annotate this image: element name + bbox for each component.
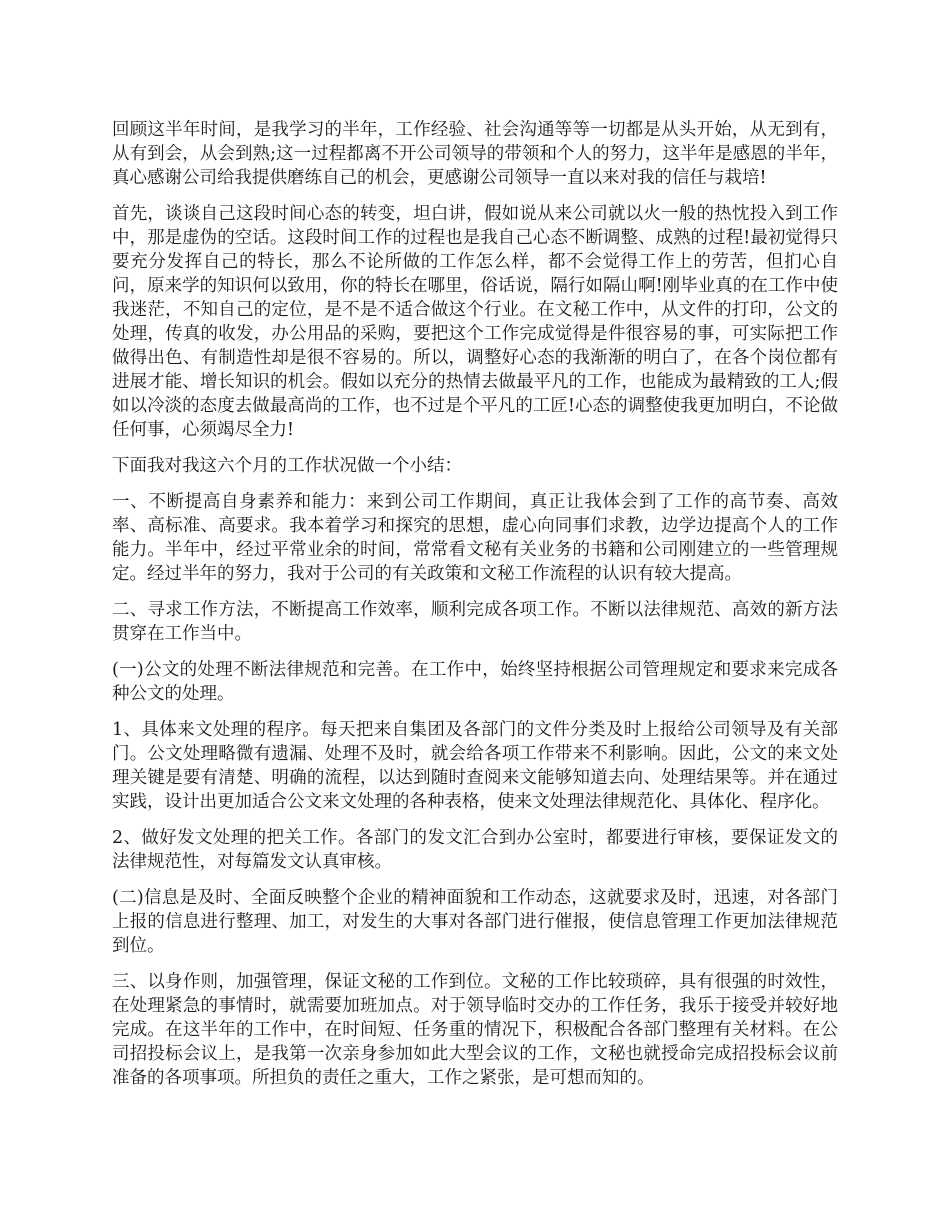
paragraph-summary-lead: 下面我对我这六个月的工作状况做一个小结： [112, 456, 462, 476]
paragraph-section-3: 三、以身作则，加强管理，保证文秘的工作到位。文秘的工作比较琐碎，具有很强的时效性，在处理紧急的事情时，就需要加班加点。对于领导临时交办的工作任务，我乐于接受并较好地完成。在这半年的工作中，在时间短、任务重的情况下，积极配合各部门整理有关材料。在公司招投标会议上，是我第一次亲身参加如此大型会议的工作，文秘也就授命完成招投标会议前准备的各项事项。所担负的责任之重大，工作之紧张，是可想而知的。 [112, 972, 838, 1088]
paragraph-subsection-2: (二)信息是及时、全面反映整个企业的精神面貌和工作动态，这就要求及时，迅速，对各部门上报的信息进行整理、加工，对发生的大事对各部门进行催报，使信息管理工作更加法律规范到位。 [112, 888, 838, 956]
paragraph-item-1: 1、具体来文处理的程序。每天把来自集团及各部门的文件分类及时上报给公司领导及有关部门。公文处理略微有遗漏、处理不及时，就会给各项工作带来不利影响。因此，公文的来文处理关键是要有清楚、明确的流程，以达到随时查阅来文能够知道去向、处理结果等。并在通过实践，设计出更加适合公文来文处理的各种表格，使来文处理法律规范化、具体化、程序化。 [112, 720, 838, 812]
paragraph-mindset: 首先，谈谈自己这段时间心态的转变，坦白讲，假如说从来公司就以火一般的热忱投入到工作中，那是虚伪的空话。这段时间工作的过程也是我自己心态不断调整、成熟的过程!最初觉得只要充分发挥自己的特长，那么不论所做的工作怎么样，都不会觉得工作上的劳苦，但扪心自问，原来学的知识何以致用，你的特长在哪里，俗话说，隔行如隔山啊!刚毕业真的在工作中使我迷茫，不知自己的定位，是不是不适合做这个行业。在文秘工作中，从文件的打印，公文的处理，传真的收发，办公用品的采购，要把这个工作完成觉得是件很容易的事，可实际把工作做得出色、有制造性却是很不容易的。所以，调整好心态的我渐渐的明白了，在各个岗位都有进展才能、增长知识的机会。假如以充分的热情去做最平凡的工作，也能成为最精致的工人;假如以冷淡的态度去做最高尚的工作，也不过是个平凡的工匠!心态的调整使我更加明白，不论做任何事，心须竭尽全力! [112, 204, 838, 440]
paragraph-intro: 回顾这半年时间，是我学习的半年，工作经验、社会沟通等等一切都是从头开始，从无到有，从有到会，从会到熟;这一过程都离不开公司领导的带领和个人的努力，这半年是感恩的半年，真心感谢公司给我提供磨练自己的机会，更感谢公司领导一直以来对我的信任与栽培! [112, 120, 838, 188]
paragraph-subsection-1: (一)公文的处理不断法律规范和完善。在工作中，始终坚持根据公司管理规定和要求来完成各种公文的处理。 [112, 660, 838, 704]
document-body [112, 118, 838, 1102]
paragraph-section-2: 二、寻求工作方法，不断提高工作效率，顺利完成各项工作。不断以法律规范、高效的新方法贯穿在工作当中。 [112, 600, 838, 644]
paragraph-section-1: 一、不断提高自身素养和能力：来到公司工作期间，真正让我体会到了工作的高节奏、高效率、高标准、高要求。我本着学习和探究的思想，虚心向同事们求教，边学边提高个人的工作能力。半年中，经过平常业余的时间，常常看文秘有关业务的书籍和公司刚建立的一些管理规定。经过半年的努力，我对于公司的有关政策和文秘工作流程的认识有较大提高。 [112, 492, 838, 584]
paragraph-item-2: 2、做好发文处理的把关工作。各部门的发文汇合到办公室时，都要进行审核，要保证发文的法律规范性，对每篇发文认真审核。 [112, 828, 838, 872]
